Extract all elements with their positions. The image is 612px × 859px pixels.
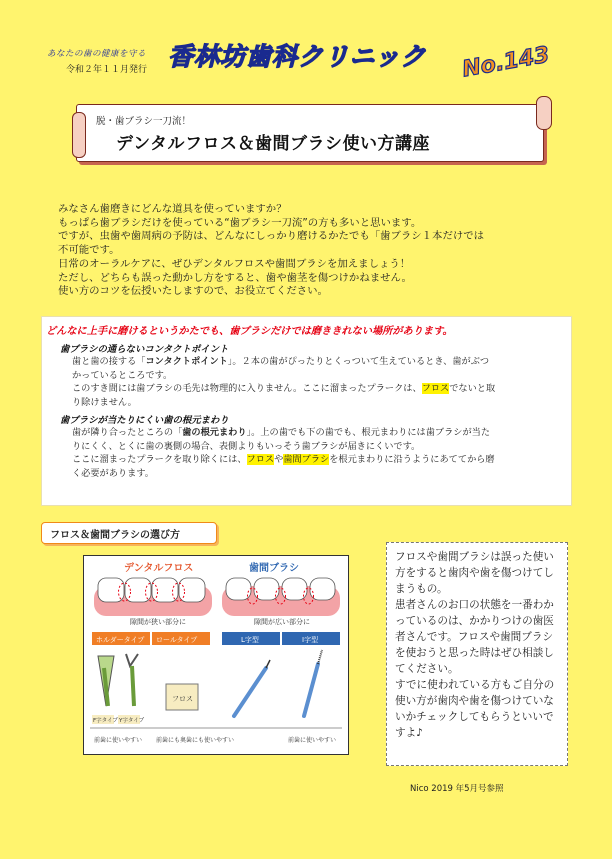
text-run: 歯が隣り合ったところの「 [72, 427, 183, 438]
intro-text [58, 203, 558, 299]
intro-line: ですが、虫歯や歯周病の予防は、どんなにしっかり磨けるかたでも「歯ブラシ１本だけでは [58, 230, 485, 243]
f-type-label: F字タイプ [93, 718, 118, 724]
banner-scroll-left [72, 112, 86, 158]
y-holder-icon [126, 654, 138, 706]
i-brush-icon [304, 650, 322, 716]
banner-kicker: 脱・歯ブラシ一刀流！ [96, 116, 192, 127]
selection-illustration [84, 556, 348, 754]
issue-date: 令和２年１１月発行 [66, 65, 148, 75]
text-run: り除けません。 [72, 396, 137, 408]
intro-line: みなさん歯磨きにどんな道具を使っていますか？ [58, 203, 287, 215]
root-area-body [60, 426, 560, 480]
selection-guide-label: フロス＆歯間ブラシの選び方 [41, 522, 217, 544]
usage-holder: 前歯に使いやすい [94, 737, 143, 744]
intro-line: ただし、どちらも誤った動かし方をすると、歯や歯茎を傷つけかねません。 [58, 271, 412, 284]
contact-point-body [60, 355, 560, 409]
f-holder-icon [98, 656, 114, 706]
root-area-section [60, 412, 560, 480]
floss-caption: 隙間が狭い部分に [130, 618, 186, 626]
advice-note [386, 542, 568, 766]
l-brush-icon [234, 660, 270, 716]
highlight-floss: フロス [421, 383, 450, 395]
intro-line: もっぱら歯ブラシだけを使っている“歯ブラシ一刀流”の方も多いと思います。 [58, 216, 422, 229]
clinic-name: 香林坊歯科クリニック [168, 42, 427, 71]
term-root-area: 歯の根元まわり [182, 427, 247, 438]
text-run: ここに溜まったプラークを取り除くには、 [72, 454, 247, 466]
text-run: 」。上の歯でも下の歯でも、根元まわりには歯ブラシが当た [246, 427, 491, 438]
source-credit: Nico 2019 年5月号参照 [410, 784, 504, 794]
text-run: から磨 [467, 454, 495, 466]
text-run: 」。２本の歯がぴったりとくっついて生えているとき、歯がぶつ [227, 356, 490, 367]
type-roll-label: ロールタイプ [156, 636, 198, 644]
text-run: 歯と歯の接する「 [72, 356, 146, 367]
floss-title: デンタルフロス [124, 563, 194, 574]
clinic-tagline: あなたの歯の健康を守る [47, 49, 147, 59]
text-run: このすき間には歯ブラシの毛先は物理的に入りません。ここに溜まったプラークは、 [72, 383, 422, 395]
note-line: すでに使われている方もご自分の使い方が歯肉や歯を傷つけていないかチェックしてもらうといいですよ♪ [395, 679, 555, 739]
usage-i: 前歯に使いやすい [288, 737, 337, 744]
root-area-title: 歯ブラシが当たりにくい歯の根元まわり [60, 415, 229, 426]
usage-roll-l: 前歯にも奥歯にも使いやすい [156, 737, 235, 744]
text-run: を根元まわりに沿うようにあてて [329, 454, 468, 466]
contact-point-section [60, 341, 560, 409]
issue-number: No.143 [460, 42, 552, 83]
text-run: でないと取 [449, 383, 496, 395]
roll-box-label: フロス [172, 695, 193, 703]
panel-heading: どんなに上手に磨けるというかたでも、歯ブラシだけでは磨ききれない場所があります。 [46, 326, 453, 337]
note-line: フロスや歯間ブラシは誤った使い方をすると歯肉や歯を傷つけてしまうもの。 [395, 551, 554, 595]
text-run: く必要があります。 [72, 467, 154, 479]
intro-line: 不可能です。 [58, 244, 120, 257]
brush-title: 歯間ブラシ [249, 563, 299, 574]
text-run: かっているところです。 [72, 369, 173, 381]
brush-caption: 隙間が広い部分に [254, 618, 310, 626]
type-l-label: L字型 [241, 636, 259, 644]
term-contact-point: コンタクトポイント [145, 356, 228, 367]
contact-point-title: 歯ブラシの通らないコンタクトポイント [60, 344, 229, 355]
highlight-interdental-brush: 歯間ブラシ [283, 454, 330, 466]
highlight-floss: フロス [246, 454, 275, 466]
text-run: や [274, 454, 284, 466]
selection-figure [83, 555, 349, 755]
text-run: りにくく、とくに歯の裏側の場合、表側よりもいっそう歯ブラシが届きにくいです。 [72, 440, 421, 452]
intro-line: 日常のオーラルケアに、ぜひデンタルフロスや歯間ブラシを加えましょう！ [58, 257, 411, 270]
note-line: 患者さんのお口の状態を一番わかっているのは、かかりつけの歯医者さんです。フロスや歯間ブラシを使おうと思った時はぜひ相談してください。 [395, 599, 554, 675]
type-holder-label: ホルダータイプ [96, 636, 145, 644]
page-title: デンタルフロス＆歯間ブラシ使い方講座 [116, 134, 430, 154]
banner-scroll-right [536, 96, 552, 130]
y-type-label: Y字タイプ [119, 718, 145, 724]
intro-line: 使い方のコツを伝授いたしますので、お役立てください。 [58, 285, 328, 298]
type-i-label: I字型 [302, 636, 319, 644]
floss-roll-icon [166, 684, 198, 710]
